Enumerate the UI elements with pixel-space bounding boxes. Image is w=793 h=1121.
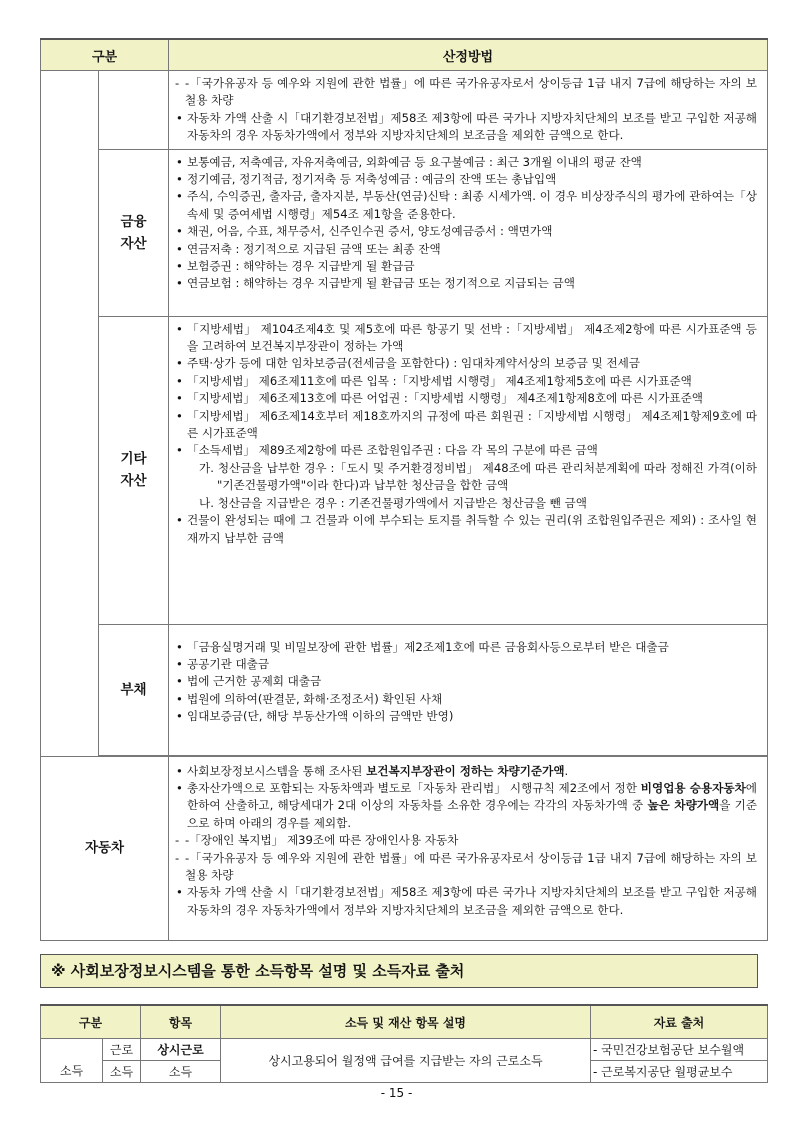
cell-work-2: 소득	[103, 1061, 141, 1083]
header-source: 자료 출처	[591, 1005, 768, 1039]
bullet-item: • 연금저축 : 정기적으로 지급된 금액 또는 최종 잔액	[173, 241, 757, 258]
dash-item: - -「국가유공자 등 예우와 지원에 관한 법률」에 따른 국가유공자로서 상이등급 1급 내지 7급에 해당하는 자의 보철용 차량	[173, 75, 757, 110]
header-description: 소득 및 재산 항목 설명	[221, 1005, 591, 1039]
label-financial-assets: 금융 자산	[99, 149, 169, 316]
cell-description: 상시고용되어 월정액 급여를 지급받는 자의 근로소득	[221, 1039, 591, 1083]
dash-item: - -「국가유공자 등 예우와 지원에 관한 법률」에 따른 국가유공자로서 상이등급 1급 내지 7급에 해당하는 자의 보철용 차량	[173, 850, 757, 885]
label-vehicle: 자동차	[41, 756, 169, 940]
bullet-item: • 「지방세법」 제6조제14호부터 제18호까지의 규정에 따른 회원권 :「지방세법 시행령」 제4조제1항제9호에 따른 시가표준액	[173, 408, 757, 443]
method-cell	[169, 149, 768, 316]
bullet-item: • 「지방세법」 제6조제13호에 따른 어업권 :「지방세법 시행령」 제4조제1항제8호에 따른 시가표준액	[173, 390, 757, 407]
bullet-item: • 자동차 가액 산출 시「대기환경보전법」제58조 제3항에 따른 국가나 지방자치단체의 보조를 받고 구입한 저공해자동차의 경우 자동차가액에서 정부와 지방자치단체의 보조금을 제외한 금액으로 한다.	[173, 110, 757, 145]
section-banner: ※ 사회보장정보시스템을 통한 소득항목 설명 및 소득자료 출처	[40, 954, 758, 988]
bullet-item: • 「지방세법」 제6조제11호에 따른 입목 :「지방세법 시행령」 제4조제1항제5호에 따른 시가표준액	[173, 373, 757, 390]
page-number: - 15 -	[380, 1086, 413, 1100]
cell-income: 소득	[41, 1039, 103, 1083]
bullet-item: • 「지방세법」 제104조제4호 및 제5호에 따른 항공기 및 선박 :「지방세법」 제4조제2항에 따른 시가표준액 등을 고려하여 보건복지부장관이 정하는 가액	[173, 321, 757, 356]
bullet-item: • 주택·상가 등에 대한 임차보증금(전세금을 포함한다) : 임대차계약서상의 보증금 및 전세금	[173, 355, 757, 372]
method-cell	[169, 316, 768, 624]
bullet-item: • 임대보증금(단, 해당 부동산가액 이하의 금액만 반영)	[173, 708, 757, 725]
bullet-item: • 「금융실명거래 및 비밀보장에 관한 법률」제2조제1호에 따른 금융회사등으로부터 받은 대출금	[173, 639, 757, 656]
header-category: 구분	[41, 1005, 141, 1039]
bullet-item: • 정기예금, 정기적금, 정기저축 등 저축성예금 : 예금의 잔액 또는 총납입액	[173, 171, 757, 188]
bullet-item: • 건물이 완성되는 때에 그 건물과 이에 부수되는 토지를 취득할 수 있는 권리(위 조합원입주권은 제외) : 조사일 현재까지 납부한 금액	[173, 512, 757, 547]
category-cell	[99, 71, 169, 150]
bullet-item: • 채권, 어음, 수표, 채무증서, 신주인수권 증서, 양도성예금증서 : 액면가액	[173, 223, 757, 240]
category-cell	[41, 71, 99, 757]
method-cell	[169, 71, 768, 150]
bullet-item: • 주식, 수익증권, 출자금, 출자지분, 부동산(연금)신탁 : 최종 시세가액. 이 경우 비상장주식의 평가에 관하여는「상속세 및 증여세법 시행령」제54조 제1항을 준용한다.	[173, 188, 757, 223]
label-debt: 부채	[99, 624, 169, 755]
bullet-item: • 사회보장정보시스템을 통해 조사된 보건복지부장관이 정하는 차량기준가액.	[173, 763, 757, 780]
method-cell	[169, 624, 768, 755]
cell-item-2: 소득	[141, 1061, 221, 1083]
dash-item: - -「장애인 복지법」 제39조에 따른 장애인사용 자동차	[173, 832, 757, 849]
sub-item: 가. 청산금을 납부한 경우 :「도시 및 주거환경정비법」 제48조에 따른 관리처분계획에 따라 정해진 가격(이하 "기존건물평가액"이라 한다)과 납부한 청산금을 합한 금액	[199, 460, 757, 493]
bullet-item: • 법원에 의하여(판결문, 화해·조정조서) 확인된 사채	[173, 691, 757, 708]
bullet-item: • 보통예금, 저축예금, 자유저축예금, 외화예금 등 요구불예금 : 최근 3개월 이내의 평균 잔액	[173, 154, 757, 171]
cell-item-1: 상시근로	[141, 1039, 221, 1061]
cell-work-1: 근로	[103, 1039, 141, 1061]
header-method: 산정방법	[169, 39, 768, 71]
header-category: 구분	[41, 39, 169, 71]
bullet-item: • 자동차 가액 산출 시「대기환경보전법」제58조 제3항에 따른 국가나 지방자치단체의 보조를 받고 구입한 저공해자동차의 경우 자동차가액에서 정부와 지방자치단체의 보조금을 제외한 금액으로 한다.	[173, 884, 757, 919]
cell-source-1: - 국민건강보험공단 보수월액	[591, 1039, 768, 1061]
asset-calculation-table	[40, 38, 768, 941]
cell-source-2: - 근로복지공단 월평균보수	[591, 1061, 768, 1083]
bullet-item: • 연금보험 : 해약하는 경우 지급받게 될 환급금 또는 정기적으로 지급되는 금액	[173, 275, 757, 292]
sub-item: 나. 청산금을 지급받은 경우 : 기존건물평가액에서 지급받은 청산금을 뺀 금액	[199, 495, 587, 510]
header-item: 항목	[141, 1005, 221, 1039]
label-other-assets: 기타 자산	[99, 316, 169, 624]
bullet-item: • 보험증권 : 해약하는 경우 지급받게 될 환급금	[173, 258, 757, 275]
bullet-item: • 공공기관 대출금	[173, 656, 757, 673]
bullet-item: • 총자산가액으로 포함되는 자동차액과 별도로「자동차 관리법」 시행규칙 제2조에서 정한 비영업용 승용자동차에 한하여 산출하고, 해당세대가 2대 이상의 자동차를 소유한 경우에는 각각의 자동차가액 중 높은 차량가액을 기준으로 하며 아래의 경우를 제외함.	[173, 780, 757, 832]
method-cell	[169, 756, 768, 940]
bullet-item: • 「소득세법」 제89조제2항에 따른 조합원입주권 : 다음 각 목의 구분에 따른 금액	[173, 442, 757, 459]
income-source-table	[40, 1004, 768, 1083]
bullet-item: • 법에 근거한 공제회 대출금	[173, 673, 757, 690]
